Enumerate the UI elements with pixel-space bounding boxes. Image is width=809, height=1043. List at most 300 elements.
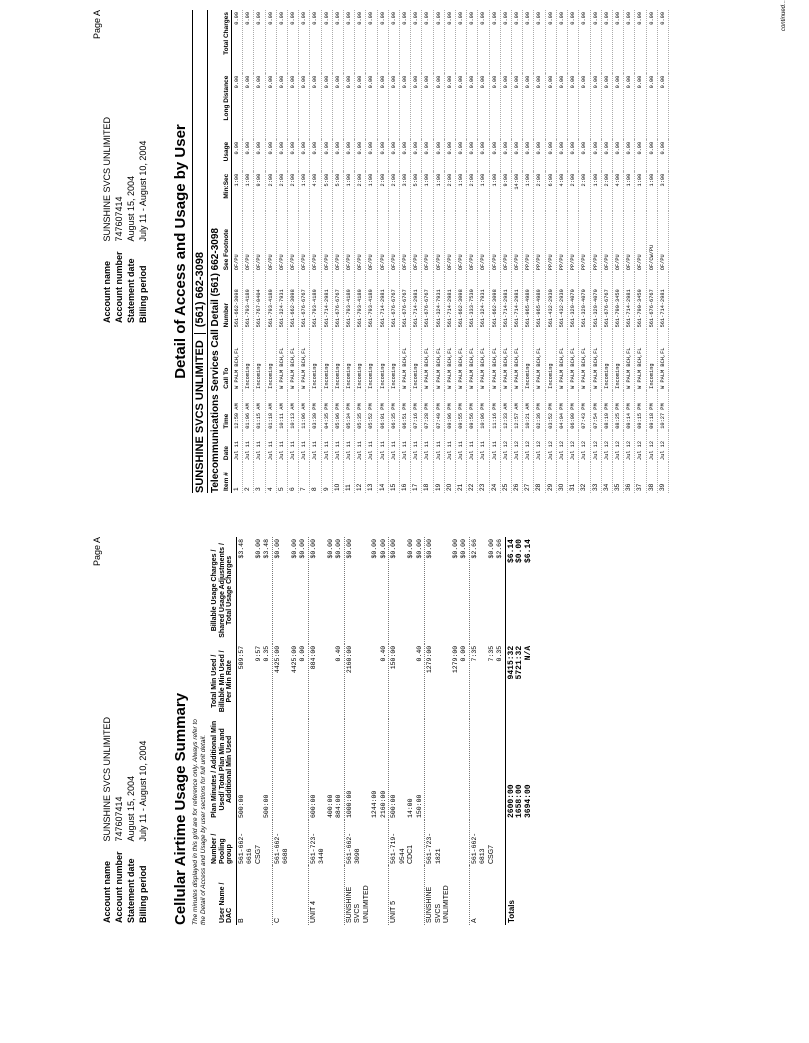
call-date: Jul 12 (500, 431, 511, 462)
total-minutes-used: 5721:32 (515, 645, 524, 680)
duration: 1:00 (366, 172, 377, 211)
account-row (114, 109, 124, 323)
footnote: OF/PU (489, 211, 500, 272)
footnote: OF/PU (321, 211, 332, 272)
usage-charge: 0.00 (489, 140, 500, 172)
total-charge: 0.00 (478, 10, 489, 74)
usage-charges: $0.00 (415, 539, 423, 559)
total-charge: 0.00 (590, 10, 601, 74)
item-number: 8 (310, 462, 321, 493)
call-date: Jul 12 (601, 431, 612, 462)
call-to: Incoming (388, 329, 399, 390)
long-distance-charge: 0.00 (422, 74, 433, 140)
call-to: Incoming (254, 329, 265, 390)
minutes-used: 0.40 (335, 645, 342, 662)
usage-charge: 0.00 (534, 140, 545, 172)
call-row (545, 10, 556, 493)
call-date: Jul 12 (579, 431, 590, 462)
plan-minutes (425, 719, 452, 820)
call-number: 561-432-2930 (556, 272, 567, 329)
call-time: 01:18 AM (265, 391, 276, 431)
long-distance-charge: 0.00 (243, 74, 254, 140)
summary-row (335, 537, 344, 925)
account-row (102, 709, 112, 923)
item-number: 6 (288, 462, 299, 493)
call-date: Jul 11 (366, 431, 377, 462)
page-number: Page A (92, 10, 102, 40)
usage-charges: $0.00 (425, 537, 452, 644)
call-time: 09:55 PM (456, 391, 467, 431)
call-row (265, 10, 276, 493)
call-time: 11:16 PM (489, 391, 500, 431)
duration: 1:00 (299, 172, 310, 211)
long-distance-charge: 0.00 (590, 74, 601, 140)
minutes-used: 1279:00 (425, 644, 452, 719)
duration: 1:00 (624, 172, 635, 211)
usage-charge: 0.00 (355, 140, 366, 172)
item-number: 11 (344, 462, 355, 493)
footnote: OF/PU (456, 211, 467, 272)
summary-header: Plan Minutes / Additional Min Used/ Total Plan Min and Additional Min Used (211, 719, 236, 820)
blank-cell (380, 820, 389, 866)
item-number: 15 (388, 462, 399, 493)
line-number: 561-723-1821 (425, 820, 452, 866)
summary-row (460, 537, 469, 925)
call-row (276, 10, 287, 493)
summary-row (407, 537, 416, 925)
plan-minutes: 500:00 (263, 794, 270, 819)
footnote: OF/PU (310, 211, 321, 272)
footnote: OF/PU (344, 211, 355, 272)
call-date: Jul 11 (478, 431, 489, 462)
call-date: Jul 11 (254, 431, 265, 462)
detail-header: Total Charges (223, 10, 232, 74)
total-charge: 0.00 (388, 10, 399, 74)
total-plan-minutes: 1658:00 (515, 784, 524, 819)
call-row (568, 10, 579, 493)
line-number: 561-662-3098 (344, 820, 371, 866)
user-name: SUNSHINE SVCS UNLIMITED (344, 866, 371, 925)
call-to: Incoming (612, 329, 623, 390)
item-number: 7 (299, 462, 310, 493)
total-charge: 0.00 (321, 10, 332, 74)
call-to: W PALM BCH,FL (512, 329, 523, 390)
call-row (433, 10, 444, 493)
call-number: 561-767-0404 (254, 272, 265, 329)
account-label: Billing period (138, 265, 148, 323)
long-distance-charge: 0.00 (489, 74, 500, 140)
long-distance-charge: 0.00 (456, 74, 467, 140)
usage-charge: 0.00 (422, 140, 433, 172)
call-to: W PALM BCH,FL (635, 329, 646, 390)
long-distance-charge: 0.00 (299, 74, 310, 140)
blank-cell (291, 866, 300, 925)
continued-note: continued... (781, 0, 787, 32)
long-distance-charge: 0.00 (344, 74, 355, 140)
call-date: Jul 12 (635, 431, 646, 462)
usage-charge: 0.00 (612, 140, 623, 172)
long-distance-charge: 0.00 (635, 74, 646, 140)
usage-charge: 0.00 (579, 140, 590, 172)
call-time: 07:54 PM (590, 391, 601, 431)
account-value: August 15, 2004 (126, 175, 136, 242)
call-to: W PALM BCH,FL (299, 329, 310, 390)
footnote: OF/PU (422, 211, 433, 272)
duration: 2:00 (265, 172, 276, 211)
call-date: Jul 11 (232, 431, 243, 462)
footnote: OF/PU (288, 211, 299, 272)
call-to: W PALM BCH,FL (467, 329, 478, 390)
footnote: PP/PU (534, 211, 545, 272)
detail-header: Call To (223, 329, 232, 390)
account-value: SUNSHINE SVCS UNLIMITED (102, 116, 112, 242)
pooling-group (291, 820, 300, 866)
usage-charge: 0.00 (411, 140, 422, 172)
call-number: 561-714-2981 (444, 272, 455, 329)
call-time: 03:52 PM (545, 391, 556, 431)
long-distance-charge: 0.00 (388, 74, 399, 140)
call-number: 561-324-7931 (478, 272, 489, 329)
usage-charge: 0.00 (344, 140, 355, 172)
call-row (467, 10, 478, 493)
usage-charge: 0.00 (254, 140, 265, 172)
minutes-used: 4425:00 (290, 645, 298, 674)
call-number: 561-714-2981 (512, 272, 523, 329)
call-row (646, 10, 657, 493)
summary-row (488, 537, 497, 925)
long-distance-charge: 0.00 (276, 74, 287, 140)
duration: 1:00 (433, 172, 444, 211)
call-date: Jul 11 (400, 431, 411, 462)
total-charge: 0.00 (265, 10, 276, 74)
user-name: SUNSHINE SVCS UNLIMITED (194, 333, 206, 493)
summary-row (299, 537, 308, 925)
duration: 4:00 (310, 172, 321, 211)
usage-charge: 0.00 (232, 140, 243, 172)
item-number: 37 (635, 462, 646, 493)
minutes-used: 9:57 (254, 645, 262, 662)
call-row (411, 10, 422, 493)
blank-cell (452, 866, 461, 925)
call-to: Incoming (344, 329, 355, 390)
item-number: 14 (377, 462, 388, 493)
total-charge: 0.00 (512, 10, 523, 74)
long-distance-charge: 0.00 (556, 74, 567, 140)
line-number: 561-662-6688 (272, 820, 291, 866)
blank-cell (516, 866, 525, 925)
call-time: 10:11 AM (276, 391, 287, 431)
item-number: 26 (512, 462, 523, 493)
call-number: 561-329-4070 (568, 272, 579, 329)
pooling-group (371, 820, 380, 866)
account-value: July 11 - August 10, 2004 (138, 140, 148, 242)
call-number: 561-676-6767 (388, 272, 399, 329)
plan-minutes (291, 719, 300, 820)
blank-cell (516, 820, 525, 866)
call-to: W PALM BCH,FL (232, 329, 243, 390)
call-date: Jul 11 (355, 431, 366, 462)
total-charge: 0.00 (355, 10, 366, 74)
usage-charges: $2.66 (496, 539, 503, 559)
call-to: Incoming (646, 329, 657, 390)
total-charges: $6.14 (505, 537, 516, 644)
account-label: Billing period (138, 865, 148, 923)
usage-charge: 0.00 (243, 140, 254, 172)
total-charge: 0.00 (545, 10, 556, 74)
totals-row (525, 537, 534, 925)
plan-minutes (460, 719, 469, 820)
call-row (366, 10, 377, 493)
user-bar (192, 10, 208, 493)
call-to: Incoming (366, 329, 377, 390)
footnote: OF/PU (467, 211, 478, 272)
call-row (332, 10, 343, 493)
call-time: 10:21 AM (523, 391, 534, 431)
minutes-used (327, 644, 336, 719)
detail-header: Item # (223, 462, 232, 493)
usage-summary-page (0, 523, 809, 1043)
duration: 2:00 (276, 172, 287, 211)
account-row (126, 109, 136, 323)
account-label: Account number (114, 851, 124, 923)
duration: 1:00 (456, 172, 467, 211)
duration: 1:00 (243, 172, 254, 211)
usage-charge: 0.00 (512, 140, 523, 172)
item-number: 36 (624, 462, 635, 493)
long-distance-charge: 0.00 (400, 74, 411, 140)
call-row (478, 10, 489, 493)
minutes-used: 0.40 (415, 645, 423, 662)
usage-charge: 0.00 (276, 140, 287, 172)
account-label: Account name (102, 860, 112, 923)
call-date: Jul 11 (422, 431, 433, 462)
long-distance-charge: 0.00 (624, 74, 635, 140)
item-number: 22 (467, 462, 478, 493)
item-number: 33 (590, 462, 601, 493)
footnote: PP/PU (579, 211, 590, 272)
account-row (138, 709, 148, 923)
usage-charges: $0.00 (254, 539, 262, 559)
usage-charges: $0.00 (379, 539, 387, 559)
blank-cell (460, 866, 469, 925)
line-number: 561-662-6813 (469, 820, 488, 866)
usage-summary-table (211, 537, 533, 925)
item-number: 39 (657, 462, 668, 493)
call-date: Jul 11 (444, 431, 455, 462)
plan-minutes: 1000:00 (344, 719, 371, 820)
usage-charges: $0.00 (326, 539, 334, 559)
blank-cell (263, 866, 272, 925)
long-distance-charge: 0.00 (366, 74, 377, 140)
call-time: 05:35 PM (355, 391, 366, 431)
long-distance-charge: 0.00 (646, 74, 657, 140)
footnote: OF/PU (299, 211, 310, 272)
minutes-used: 884:00 (308, 644, 327, 719)
call-number: 561-714-2981 (624, 272, 635, 329)
usage-charge: 0.00 (388, 140, 399, 172)
reference-note: The minutes displayed in this grid are for reference only. Always refer to the Detail of Access and Usage by user sections for full unit detail. (192, 719, 207, 925)
item-number: 2 (243, 462, 254, 493)
long-distance-charge: 0.00 (534, 74, 545, 140)
call-row (601, 10, 612, 493)
call-date: Jul 11 (388, 431, 399, 462)
call-to: W PALM BCH,FL (433, 329, 444, 390)
total-charge: 0.00 (624, 10, 635, 74)
item-number: 25 (500, 462, 511, 493)
call-number: 561-714-2981 (321, 272, 332, 329)
duration: 4:00 (612, 172, 623, 211)
footnote: OF/PU (657, 211, 668, 272)
blank-cell (335, 866, 344, 925)
call-to: W PALM BCH,FL (489, 329, 500, 390)
page-title: Cellular Airtime Usage Summary (172, 692, 189, 925)
call-time: 06:51 PM (400, 391, 411, 431)
account-label: Statement date (126, 858, 136, 923)
blank-cell (525, 820, 534, 866)
total-charge: 0.00 (444, 10, 455, 74)
footnote: OF/PU (366, 211, 377, 272)
item-number: 35 (612, 462, 623, 493)
call-time: 02:36 PM (534, 391, 545, 431)
call-date: Jul 12 (512, 431, 523, 462)
long-distance-charge: 0.00 (512, 74, 523, 140)
item-number: 27 (523, 462, 534, 493)
minutes-used: 7:35 (469, 644, 488, 719)
totals-row (505, 537, 516, 925)
blank-cell (505, 820, 516, 866)
total-charge: 0.00 (500, 10, 511, 74)
plan-minutes (496, 719, 505, 820)
call-number: 561-662-3098 (456, 272, 467, 329)
minutes-used: 1279:00 (451, 645, 459, 674)
footnote: PP/PU (568, 211, 579, 272)
usage-charge: 0.00 (601, 140, 612, 172)
summary-header: Number / Pooling group (211, 820, 236, 866)
long-distance-charge: 0.00 (500, 74, 511, 140)
call-row (534, 10, 545, 493)
footnote: OF/PU (635, 211, 646, 272)
long-distance-charge: 0.00 (523, 74, 534, 140)
blank-cell (416, 866, 425, 925)
item-number: 10 (332, 462, 343, 493)
blank-cell (255, 866, 264, 925)
long-distance-charge: 0.00 (332, 74, 343, 140)
long-distance-charge: 0.00 (444, 74, 455, 140)
minutes-used: 509:57 (236, 644, 255, 719)
item-number: 17 (411, 462, 422, 493)
summary-row (236, 537, 255, 925)
long-distance-charge: 0.00 (657, 74, 668, 140)
usage-charges: $0.00 (451, 539, 459, 559)
pooling-group (452, 820, 461, 866)
line-number: 561-723-3440 (308, 820, 327, 866)
total-charge: 0.00 (523, 10, 534, 74)
call-time: 01:06 AM (243, 391, 254, 431)
plan-minutes (299, 719, 308, 820)
call-row (232, 10, 243, 493)
call-row (388, 10, 399, 493)
blank-cell (380, 866, 389, 925)
call-number: 561-714-2981 (411, 272, 422, 329)
item-number: 32 (579, 462, 590, 493)
footnote: OF/PU (232, 211, 243, 272)
call-to: Incoming (243, 329, 254, 390)
blank-cell (460, 820, 469, 866)
account-row (102, 109, 112, 323)
blank-cell (371, 866, 380, 925)
account-row (138, 109, 148, 323)
account-value: 747607414 (114, 196, 124, 242)
item-number: 29 (545, 462, 556, 493)
usage-charges: $0.00 (487, 539, 495, 559)
call-date: Jul 12 (646, 431, 657, 462)
footnote: OF/PU (478, 211, 489, 272)
usage-charge: 0.00 (590, 140, 601, 172)
item-number: 12 (355, 462, 366, 493)
usage-charges: $0.00 (460, 539, 467, 559)
item-number: 3 (254, 462, 265, 493)
usage-charge: 0.00 (433, 140, 444, 172)
total-charges: $6.14 (523, 539, 533, 564)
footnote: OF/PU (254, 211, 265, 272)
call-number: 561-324-7931 (433, 272, 444, 329)
footnote: PP/PU (523, 211, 534, 272)
minutes-used: 0.00 (460, 645, 467, 662)
total-charge: 0.00 (411, 10, 422, 74)
summary-header: Billable Usage Charges / Shared Usage Adjustments / Total Usage Charges (211, 537, 236, 644)
total-charge: 0.00 (377, 10, 388, 74)
plan-minutes (272, 719, 291, 820)
usage-charge: 0.00 (288, 140, 299, 172)
account-row (126, 709, 136, 923)
item-number: 24 (489, 462, 500, 493)
total-charge: 0.00 (232, 10, 243, 74)
call-time: 10:27 PM (657, 391, 668, 431)
long-distance-charge: 0.00 (254, 74, 265, 140)
blank-cell (299, 820, 308, 866)
footnote: OF/PU (400, 211, 411, 272)
usage-charge: 0.00 (523, 140, 534, 172)
call-to: W PALM BCH,FL (288, 329, 299, 390)
long-distance-charge: 0.00 (265, 74, 276, 140)
summary-row (452, 537, 461, 925)
duration: 1:00 (635, 172, 646, 211)
item-number: 38 (646, 462, 657, 493)
total-charge: 0.00 (366, 10, 377, 74)
blank-cell (525, 866, 534, 925)
call-row (624, 10, 635, 493)
duration: 9:00 (500, 172, 511, 211)
call-number: 561-662-3098 (232, 272, 243, 329)
plan-minutes: 884:00 (335, 794, 342, 819)
usage-charges: $0.00 (335, 539, 342, 559)
usage-charges: $0.00 (308, 537, 327, 644)
summary-row (255, 537, 264, 925)
total-charge: 0.00 (332, 10, 343, 74)
call-row (422, 10, 433, 493)
item-number: 28 (534, 462, 545, 493)
usage-charges: $0.00 (407, 539, 414, 559)
detail-header: Number (223, 272, 232, 329)
call-to: Incoming (310, 329, 321, 390)
total-charges: $0.00 (515, 539, 524, 564)
usage-charge: 0.00 (556, 140, 567, 172)
summary-row (416, 537, 425, 925)
call-to: Incoming (377, 329, 388, 390)
item-number: 1 (232, 462, 243, 493)
call-number: 561-790-3459 (635, 272, 646, 329)
usage-charge: 0.00 (500, 140, 511, 172)
